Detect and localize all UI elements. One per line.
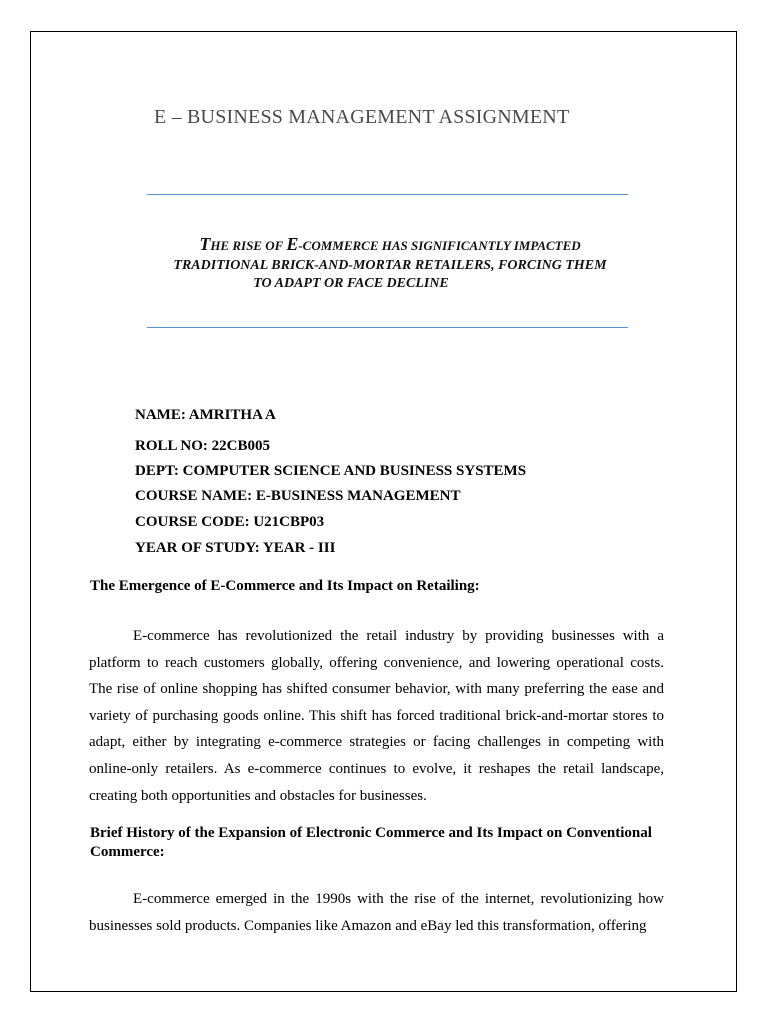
course-code: COURSE CODE: U21CBP03 [135,514,325,530]
subtitle-initial-e: E [286,234,299,254]
student-name: NAME: AMRITHA A [135,407,276,423]
roll-number: ROLL NO: 22CB005 [135,438,271,454]
subtitle-line-3: TO ADAPT OR FACE DECLINE [253,276,449,291]
subtitle-text-a: HE RISE OF [210,238,287,253]
subtitle-text-b: -COMMERCE HAS SIGNIFICANTLY IMPACTED [298,238,581,253]
section-heading-emergence: The Emergence of E-Commerce and Its Impact on Retailing: [90,578,480,594]
bottom-divider [147,327,628,328]
subtitle-line-1 [150,234,630,257]
section-body-history: E-commerce emerged in the 1990s with the rise of the internet, revolutionizing how businesses sold products. Companies like Amazon and eBay led this transformation, offering [89,891,664,934]
section-heading-history: Brief History of the Expansion of Electronic Commerce and Its Impact on Conventional Commerce: [90,825,652,860]
course-name: COURSE NAME: E-BUSINESS MANAGEMENT [135,488,461,504]
document-title: E – BUSINESS MANAGEMENT ASSIGNMENT [154,106,570,128]
subtitle-line-2: TRADITIONAL BRICK-AND-MORTAR RETAILERS, FORCING THEM [173,258,607,273]
section-body-emergence: E-commerce has revolutionized the retail industry by providing businesses with a platform to reach customers globally, offering convenience, and lowering operational costs. The rise of online shopping has shifted consumer behavior, with many preferring the ease and variety of purchasing goods online. This shift has forced traditional brick-and-mortar stores to adapt, either by integrating e-commerce strategies or facing challenges in competing with online-only retailers. As e-commerce continues to evolve, it reshapes the retail landscape, creating both opportunities and obstacles for businesses. [89,628,664,804]
subtitle-initial-t: T [199,234,211,254]
department: DEPT: COMPUTER SCIENCE AND BUSINESS SYSTEMS [135,463,527,479]
document-subtitle [150,234,630,294]
year-of-study: YEAR OF STUDY: YEAR - III [135,540,336,556]
top-divider [147,194,628,195]
